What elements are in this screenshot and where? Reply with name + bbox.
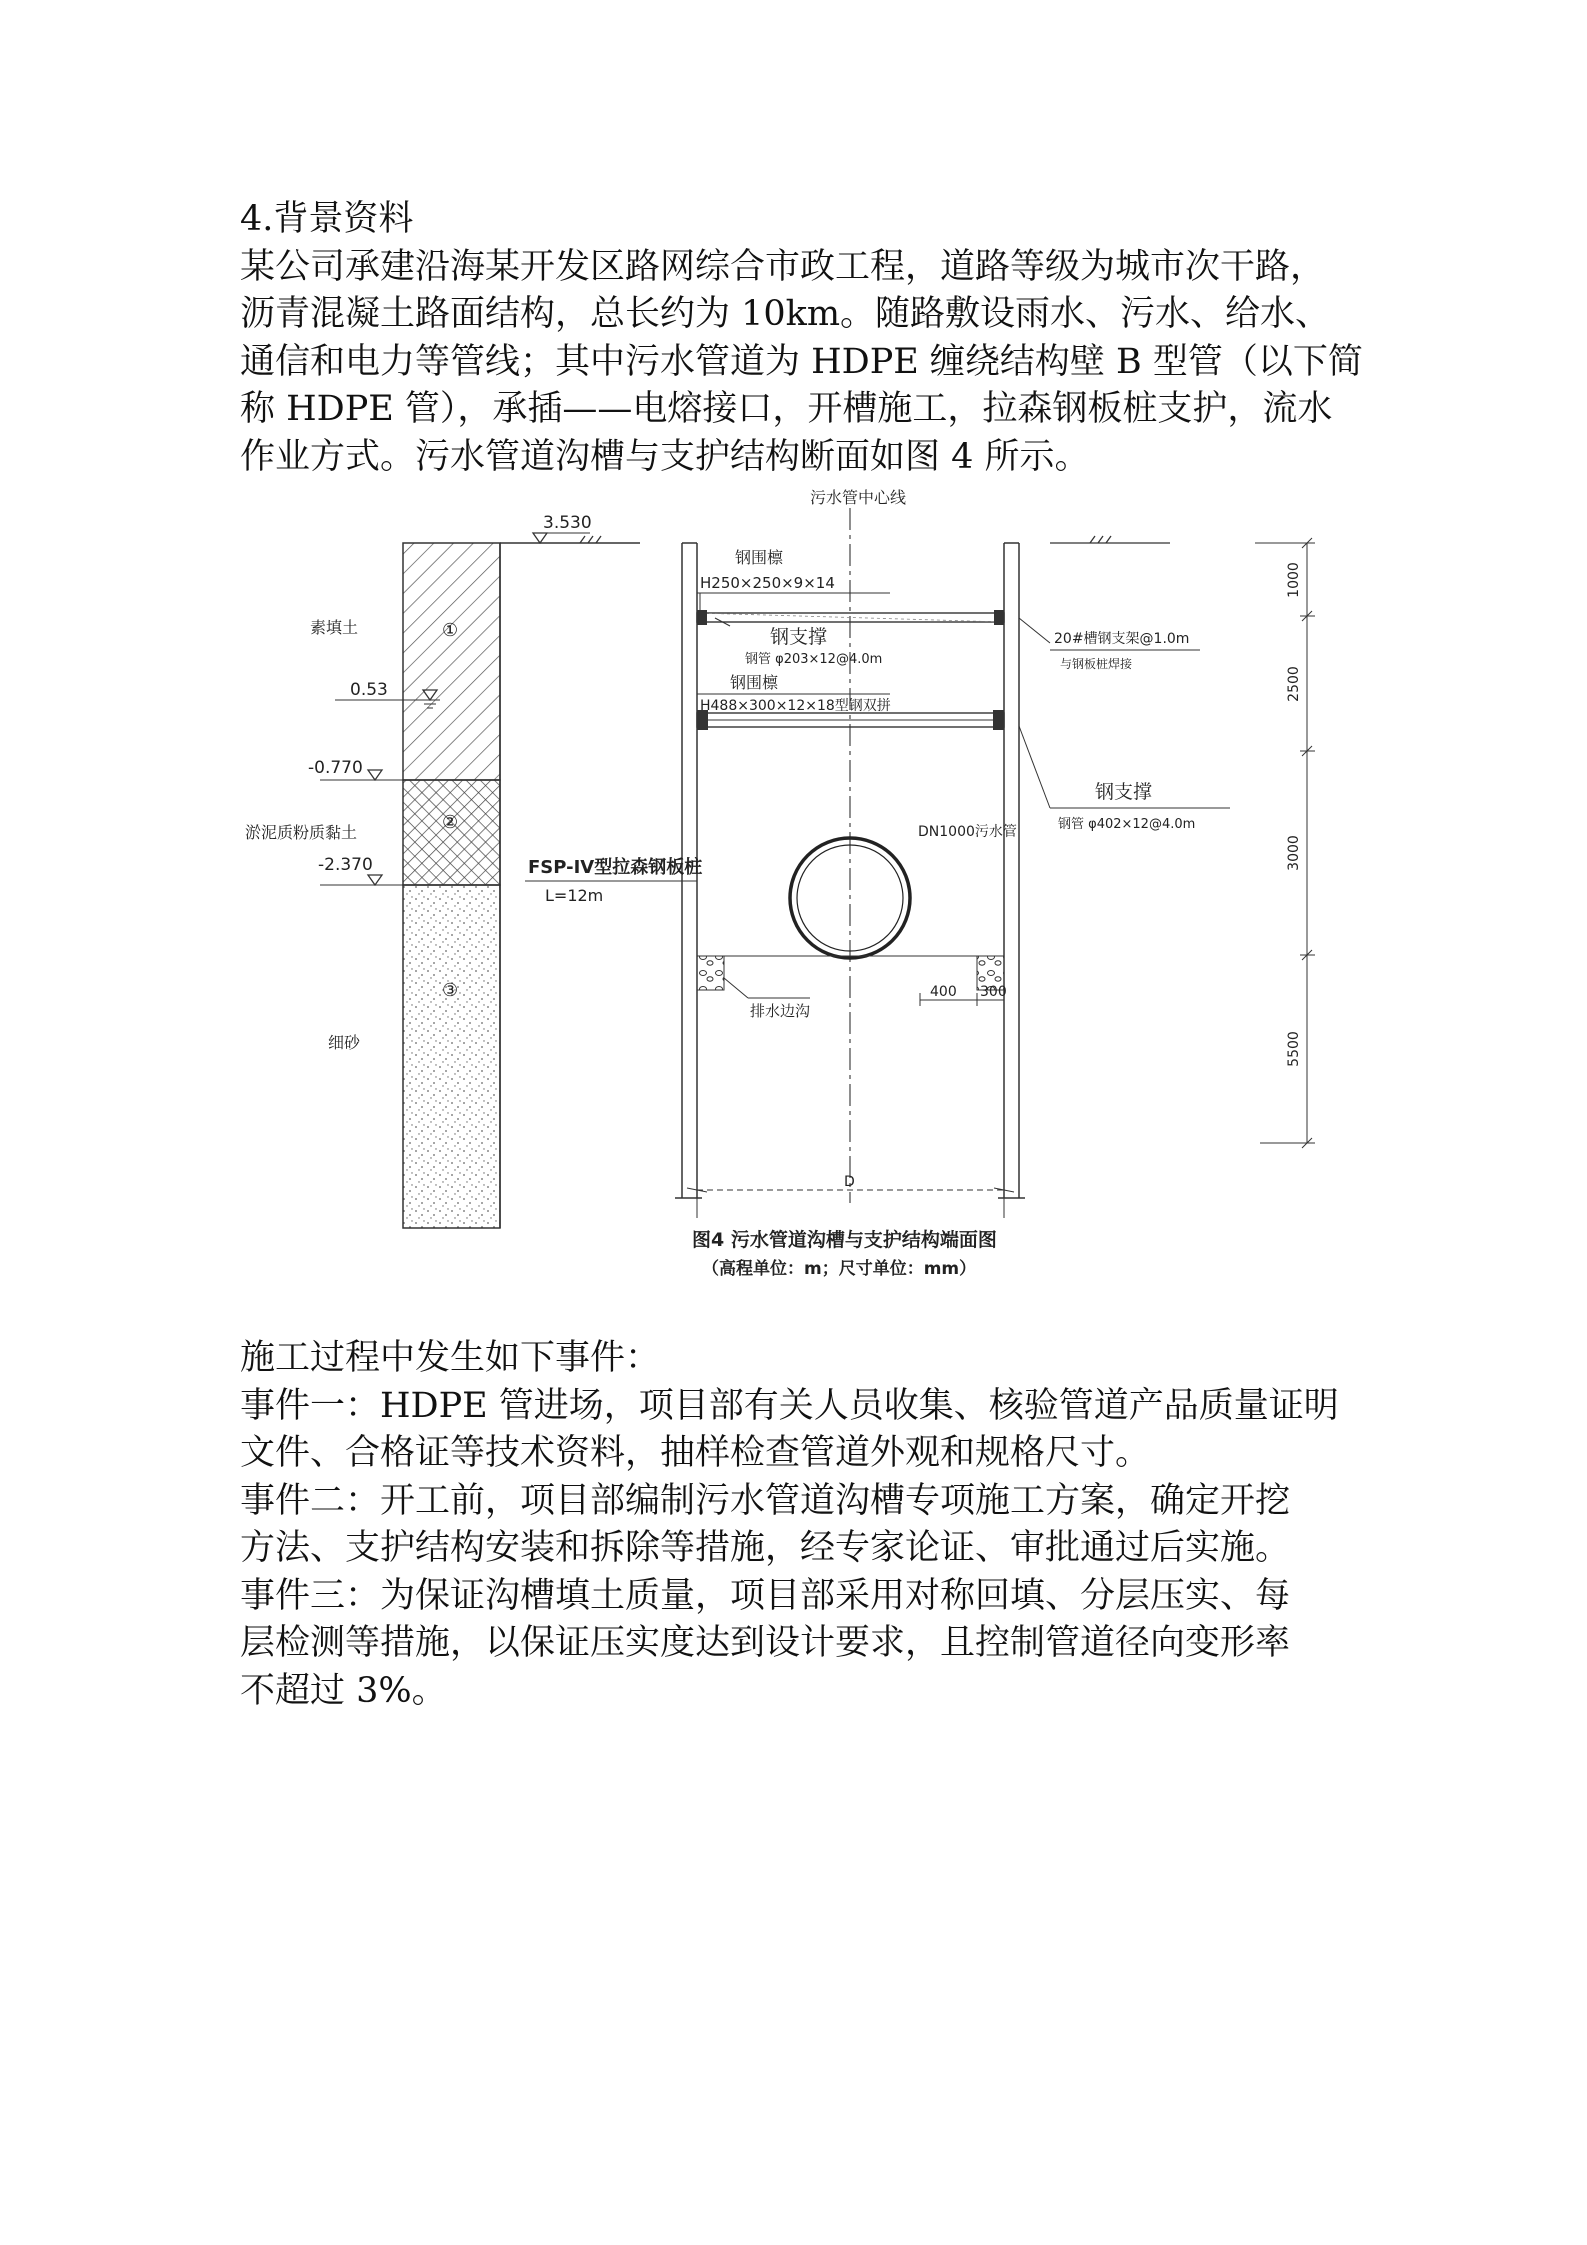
soil-label-silty-clay: 淤泥质粉质黏土 — [245, 823, 358, 842]
text-line: 通信和电力等管线；其中污水管道为 HDPE 缠绕结构壁 B 型管（以下简 — [240, 341, 1363, 382]
text-line: 称 HDPE 管），承插——电熔接口，开槽施工，拉森钢板桩支护，流水 — [240, 389, 1333, 429]
bracket-line-1: 20#槽钢支架@1.0m — [1054, 631, 1190, 647]
width-label-d: D — [844, 1174, 855, 1190]
figure-caption-units: （高程单位：m；尺寸单位：mm） — [702, 1259, 977, 1279]
strut-1-spec: 钢管 φ203×12@4.0m — [745, 652, 883, 667]
elevation-neg-0-770: -0.770 — [308, 758, 363, 778]
centerline-label: 污水管中心线 — [810, 488, 907, 507]
background-text — [240, 196, 1370, 481]
bracket-annotation — [1019, 618, 1200, 671]
layer-number-2: ② — [442, 812, 459, 833]
layer-number-3: ③ — [442, 980, 459, 1001]
event-1-line: 文件、合格证等技术资料，抽样检查管道外观和规格尺寸。 — [240, 1433, 1151, 1473]
soil-layer-1 — [403, 543, 500, 780]
bracket-line-2: 与钢板桩焊接 — [1060, 657, 1133, 671]
ground-surface — [580, 536, 1170, 543]
text-line: 作业方式。污水管道沟槽与支护结构断面如图 4 所示。 — [240, 436, 1090, 477]
section-heading: 4.背景资料 — [240, 199, 414, 239]
events-intro: 施工过程中发生如下事件： — [240, 1338, 661, 1378]
right-dim-2500: 2500 — [1286, 666, 1302, 702]
right-dim-3000: 3000 — [1286, 835, 1302, 871]
right-dimension-chain — [1255, 538, 1315, 1148]
waler-1-label: 钢围檩 — [735, 548, 784, 567]
lower-strut — [697, 673, 1230, 832]
soil-label-fine-sand: 细砂 — [328, 1033, 361, 1052]
soil-layer-3 — [403, 885, 500, 1228]
elevation-neg-2-370: -2.370 — [318, 855, 373, 875]
events-text — [240, 1335, 1370, 1715]
event-2-line: 方法、支护结构安装和拆除等措施，经专家论证、审批通过后实施。 — [240, 1528, 1291, 1568]
layer-number-1: ① — [442, 620, 459, 641]
strut-2-label: 钢支撑 — [1095, 781, 1153, 803]
pipe-label: DN1000污水管 — [918, 824, 1017, 840]
strut-2-spec: 钢管 φ402×12@4.0m — [1058, 817, 1196, 832]
elevation-0-53: 0.53 — [350, 680, 388, 700]
event-3-line: 层检测等措施，以保证压实度达到设计要求，且控制管道径向变形率 — [240, 1623, 1291, 1663]
text-line: 沥青混凝土路面结构，总长约为 10km。随路敷设雨水、污水、给水、 — [240, 294, 1331, 334]
event-2-line: 事件二：开工前，项目部编制污水管道沟槽专项施工方案，确定开挖 — [240, 1480, 1291, 1521]
elevation-3-530: 3.530 — [543, 513, 592, 533]
text-line: 某公司承建沿海某开发区路网综合市政工程，道路等级为城市次干路， — [240, 246, 1326, 287]
dn1000-pipe — [790, 823, 1017, 958]
trench-section-figure — [245, 488, 1340, 1298]
pile-label-line-1: FSP-IV型拉森钢板桩 — [528, 857, 703, 878]
strut-1-label: 钢支撑 — [770, 626, 828, 648]
waler-2-spec: H488×300×12×18型钢双拼 — [700, 698, 891, 714]
ditch-label: 排水边沟 — [750, 1002, 811, 1020]
soil-label-fill: 素填土 — [310, 618, 359, 637]
waler-1-spec: H250×250×9×14 — [700, 574, 835, 592]
figure-caption-title: 图4 污水管道沟槽与支护结构端面图 — [692, 1229, 997, 1251]
event-1-line: 事件一：HDPE 管进场，项目部有关人员收集、核验管道产品质量证明 — [240, 1385, 1339, 1426]
event-3-line: 不超过 3%。 — [240, 1670, 447, 1711]
event-3-line: 事件三：为保证沟槽填土质量，项目部采用对称回填、分层压实、每 — [240, 1575, 1291, 1616]
right-dim-1000: 1000 — [1286, 562, 1302, 598]
right-dim-5500: 5500 — [1286, 1031, 1302, 1067]
dim-400: 400 — [930, 984, 957, 1000]
waler-2-label: 钢围檩 — [730, 673, 779, 692]
pile-label-line-2: L=12m — [545, 886, 604, 905]
dim-300: 300 — [980, 984, 1007, 1000]
soil-column — [403, 543, 500, 1228]
